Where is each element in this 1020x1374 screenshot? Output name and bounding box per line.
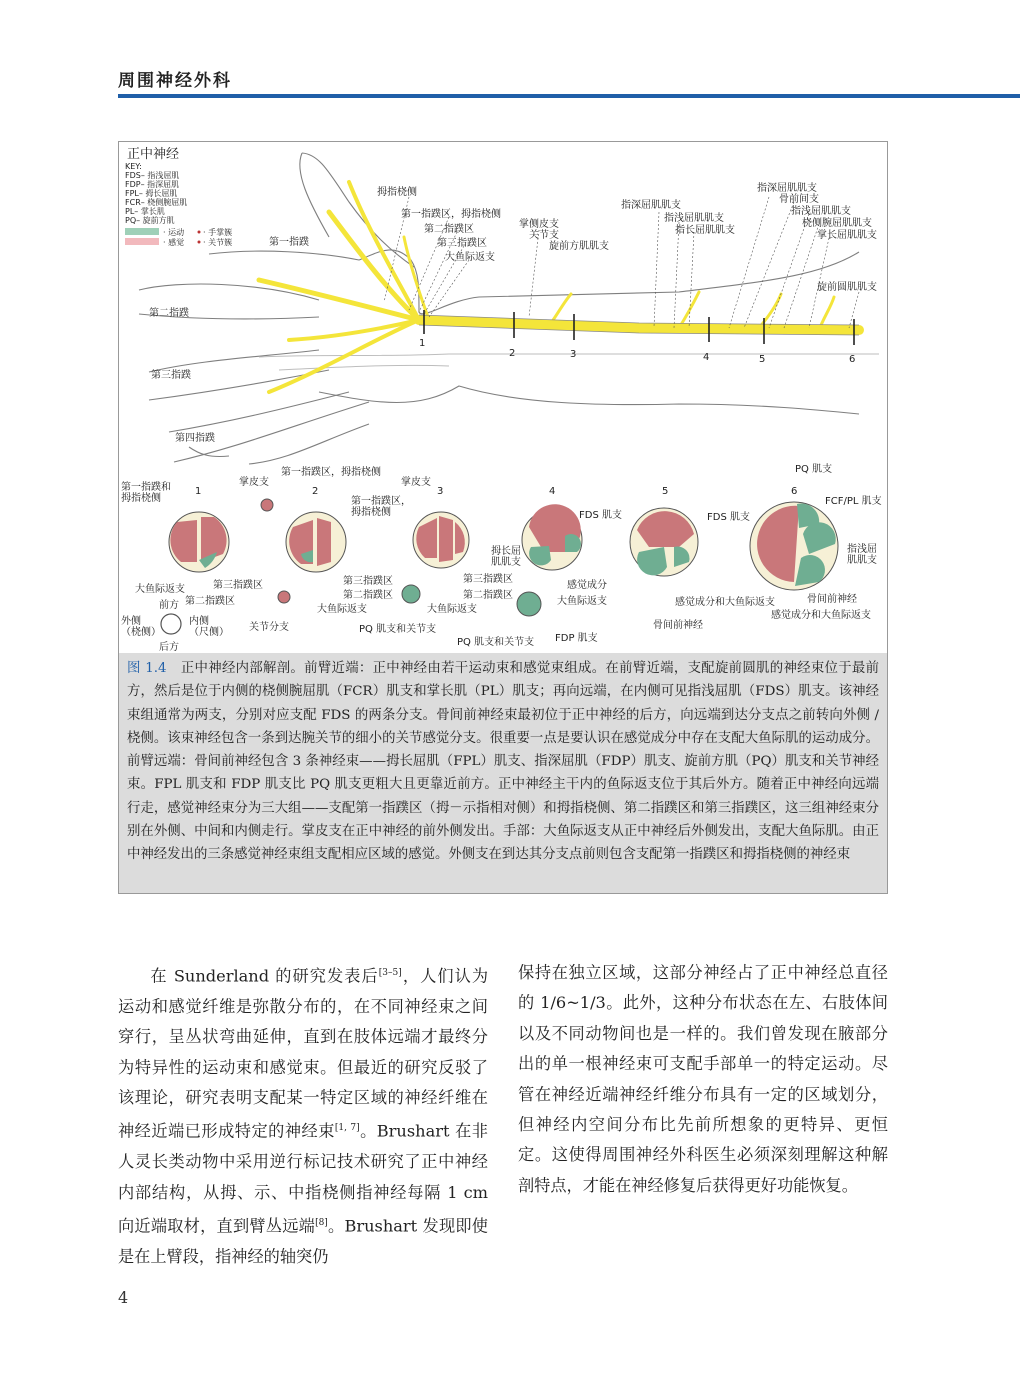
label-fds-branch: 指浅屈肌肌支 <box>664 213 724 224</box>
figure-median-nerve <box>118 141 888 655</box>
s6-number: 6 <box>791 486 798 497</box>
label-aiv: 骨前间支 <box>779 194 819 205</box>
cross-section-3 <box>413 512 469 568</box>
citation[interactable]: [3–5] <box>378 968 402 978</box>
key-item: PQ– 旋前方肌 <box>125 216 175 225</box>
cross-section-1 <box>169 512 229 572</box>
label-fdp-branch2: 指深屈肌肌支 <box>757 183 817 194</box>
orientation-posterior: 后方 <box>159 642 179 653</box>
figure-label: 图 1.4 <box>127 661 167 676</box>
palmar-cut2: 掌皮支 <box>401 477 431 488</box>
palmar-cut1: 掌皮支 <box>239 477 269 488</box>
s1-top-label: 第一指蹼和拇指桡侧 <box>121 482 171 504</box>
key-item: FCR– 桡侧腕屈肌 <box>125 198 188 207</box>
figure-illustration <box>119 142 887 654</box>
label-fdp-branch: 指深屈肌肌支 <box>621 200 681 211</box>
label-fcr-branch: 桡侧腕屈肌肌支 <box>802 218 872 229</box>
body-column-left <box>118 958 488 1272</box>
cross-section-4 <box>522 504 582 570</box>
hand-outline-faint <box>259 354 879 370</box>
s2-number: 2 <box>312 486 319 497</box>
sens-thenar5-label: 感觉成分和大鱼际返支 <box>675 597 775 608</box>
thenar2-label: 大鱼际返支 <box>317 604 367 615</box>
pq-articular1-label: PQ 肌支和关节支 <box>359 624 437 635</box>
orientation-compass-icon <box>161 614 181 634</box>
thenar3-label: 大鱼际返支 <box>427 604 477 615</box>
level-6: 6 <box>849 354 856 365</box>
body-paragraph: 保持在独立区域，这部分神经占了正中神经总直径的 1/6~1/3。此外，这种分布状态在左、右肢体间以及不同动物间也是一样的。我们曾发现在腋部分出的单一根神经束可支配手部单一的特定运动。尽管在神经近端神经纤维分布具有一定的区域划分，但神经内空间分布比先前所想象的更特异、更恒定。这使得周围神经外科医生必须深刻理解这种解剖特点，才能在神经修复后获得更好功能恢复。 <box>518 963 888 1195</box>
thenar1-label: 大鱼际返支 <box>135 584 185 595</box>
pq6-label: PQ 肌支 <box>795 464 833 475</box>
cross-section-6 <box>750 502 838 590</box>
s3-number: 3 <box>437 486 444 497</box>
label-web3: 第三指蹼 <box>151 370 191 381</box>
body-paragraph <box>118 958 488 1272</box>
pq-articular2-label: PQ 肌支和关节支 <box>457 637 535 648</box>
label-articular: 关节支 <box>529 230 559 241</box>
third3-label: 第三指蹼区 <box>463 574 513 585</box>
hand-outline <box>139 153 859 464</box>
articular1-label: 关节分支 <box>249 622 289 633</box>
key-item: FPL– 拇长屈肌 <box>125 189 178 198</box>
citation[interactable]: [1, 7] <box>334 1123 360 1134</box>
orientation-lateral: 外侧（桡侧） <box>121 616 161 638</box>
s1-number: 1 <box>195 486 202 497</box>
key-item: FDS– 指浅屈肌 <box>125 171 180 180</box>
cross-section-5 <box>630 508 698 576</box>
fds5-label: FDS 肌支 <box>707 512 750 523</box>
s4-number: 4 <box>549 486 556 497</box>
second2-label: 第二指蹼区 <box>343 590 393 601</box>
key-articular: · 关节簇 <box>203 238 233 247</box>
label-second-web: 第二指蹼区 <box>424 224 474 235</box>
figure-title: 正中神经 <box>127 147 180 162</box>
key-heading: KEY: <box>125 162 142 171</box>
fcf-pl-label: FCF/PL 肌支 <box>825 496 882 507</box>
label-web4: 第四指蹼 <box>175 433 215 444</box>
label-thumb-radial: 拇指桡侧 <box>377 187 417 198</box>
label-pl-branch: 掌长屈肌肌支 <box>817 230 877 241</box>
caption-text: 正中神经内部解剖。前臂近端：正中神经由若干运动束和感觉束组成。在前臂近端，支配旋前圆肌的神经束位于最前方，然后是位于内侧的桡侧腕屈肌（FCR）肌支和掌长肌（PL）肌支；再向远端，在内侧可见指浅屈肌（FDS）肌支。该神经束组通常为两支，分别对应支配 FDS 的两条分支。骨间前神经束最初位于正中神经的后方，向远端到达分支点之前转向外侧 / 桡侧。该束神经包含一条到达腕关节的细小的关节感觉分支。很重要一点是要认识在感觉成分中存在支配大鱼际肌的运动成分。前臂远端：骨间前神经包含 3 条神经束——拇长屈肌（FPL）肌支、指深屈肌（FDP）肌支、旋前方肌（PQ）肌支和关节神经束。FPL 肌支和 FDP 肌支比 PQ 肌支更粗大且更靠近前方。正中神经主干内的鱼际返支位于其后外方。随着正中神经向远端行走，感觉神经束分为三大组——支配第一指蹼区（拇－示指相对侧）和拇指桡侧、第二指蹼区和第三指蹼区，这三组神经束分别在外侧、中间和内侧走行。掌皮支在正中神经的前外侧发出。手部：大鱼际返支从正中神经后外侧发出，支配大鱼际肌。由正中神经发出的三条感觉神经束组支配相应区域的感觉。外侧支在到达其分支点前则包含支配第一指蹼区和拇指桡侧的神经束 <box>127 661 879 863</box>
fdp-label: FDP 肌支 <box>555 633 598 644</box>
sensory4-label: 感觉成分 <box>567 580 607 591</box>
level-4: 4 <box>703 352 710 363</box>
page-number: 4 <box>118 1288 129 1307</box>
label-first-web-thumb: 第一指蹼区，拇指桡侧 <box>401 209 501 220</box>
key-motor-swatch <box>125 228 159 235</box>
orientation-medial: 内侧（尺侧） <box>189 616 229 638</box>
key-sensory: · 感觉 <box>163 238 185 247</box>
label-third-web: 第三指蹼区 <box>437 238 487 249</box>
second1-label: 第二指蹼区 <box>185 596 235 607</box>
key-sensory-swatch <box>125 238 159 245</box>
level-2: 2 <box>509 348 516 359</box>
label-thenar: 大鱼际返支 <box>445 252 495 263</box>
citation[interactable]: [8] <box>315 1218 328 1229</box>
label-web1: 第一指蹼 <box>269 237 309 248</box>
label-fds-branch2: 指浅屈肌肌支 <box>791 206 851 217</box>
fds4-label: FDS 肌支 <box>579 510 622 521</box>
text-run: 在 Sunderland 的研究发表后 <box>150 966 379 986</box>
thenar4-label: 大鱼际返支 <box>557 596 607 607</box>
label-pt-branch: 旋前圆肌肌支 <box>817 282 877 293</box>
label-palmar-cutaneous: 掌侧皮支 <box>519 219 559 230</box>
median-nerve <box>259 182 859 392</box>
aiv5-label: 骨间前神经 <box>653 620 703 631</box>
key-palmar: · 手掌簇 <box>203 228 233 237</box>
fds6-label: 指浅屈肌肌支 <box>847 544 877 566</box>
level-1: 1 <box>419 338 426 349</box>
body-column-right <box>518 958 888 1201</box>
text-run: ，人们认为运动和感觉纤维是弥散分布的，在不同神经束之间穿行，呈丛状弯曲延伸，直到在肢体远端才最终分为特异性的运动束和感觉束。但最近的研究反驳了该理论，研究表明支配某一特定区域的神经纤维在神经近端已形成特定的神经束 <box>118 966 489 1141</box>
label-web2: 第二指蹼 <box>149 308 189 319</box>
label-pq-branch: 旋前方肌肌支 <box>549 241 609 252</box>
second3-label: 第二指蹼区 <box>463 590 513 601</box>
key-item: PL– 掌长肌 <box>125 207 165 216</box>
label-fpl-branch: 指长屈肌肌支 <box>675 225 735 236</box>
cross-section-2 <box>286 512 346 572</box>
s3-top-label: 第一指蹼区，拇指桡侧 <box>351 496 411 518</box>
level-5: 5 <box>759 354 766 365</box>
key-motor: · 运动 <box>163 228 185 237</box>
text-run: 。Brushart 在非人灵长类动物中采用逆行标记技术研究了正中神经内部结构，从拇、示、中指桡侧指神经每隔 1 cm 向近端取材，直到臂丛远端 <box>118 1121 488 1236</box>
figure-caption <box>118 653 888 894</box>
s5-number: 5 <box>662 486 669 497</box>
third2-label: 第三指蹼区 <box>343 576 393 587</box>
header-rule <box>118 94 1020 98</box>
palmar-dot-icon <box>198 231 201 234</box>
articular-dot-icon <box>198 241 201 244</box>
key-item: FDP– 指深屈肌 <box>125 180 180 189</box>
orientation-anterior: 前方 <box>159 600 179 611</box>
sens-thenar6-label: 感觉成分和大鱼际返支 <box>771 610 871 621</box>
fpl-label: 拇长屈肌肌支 <box>491 546 521 568</box>
third1-label: 第三指蹼区 <box>213 580 263 591</box>
level-3: 3 <box>570 349 577 360</box>
running-header: 周围神经外科 <box>118 71 232 91</box>
s2-top-label: 第一指蹼区，拇指桡侧 <box>281 467 381 478</box>
text-run: 。Brushart 发现即使是在上臂段，指神经的轴突仍 <box>118 1216 488 1266</box>
aiv6-label: 骨间前神经 <box>807 594 857 605</box>
